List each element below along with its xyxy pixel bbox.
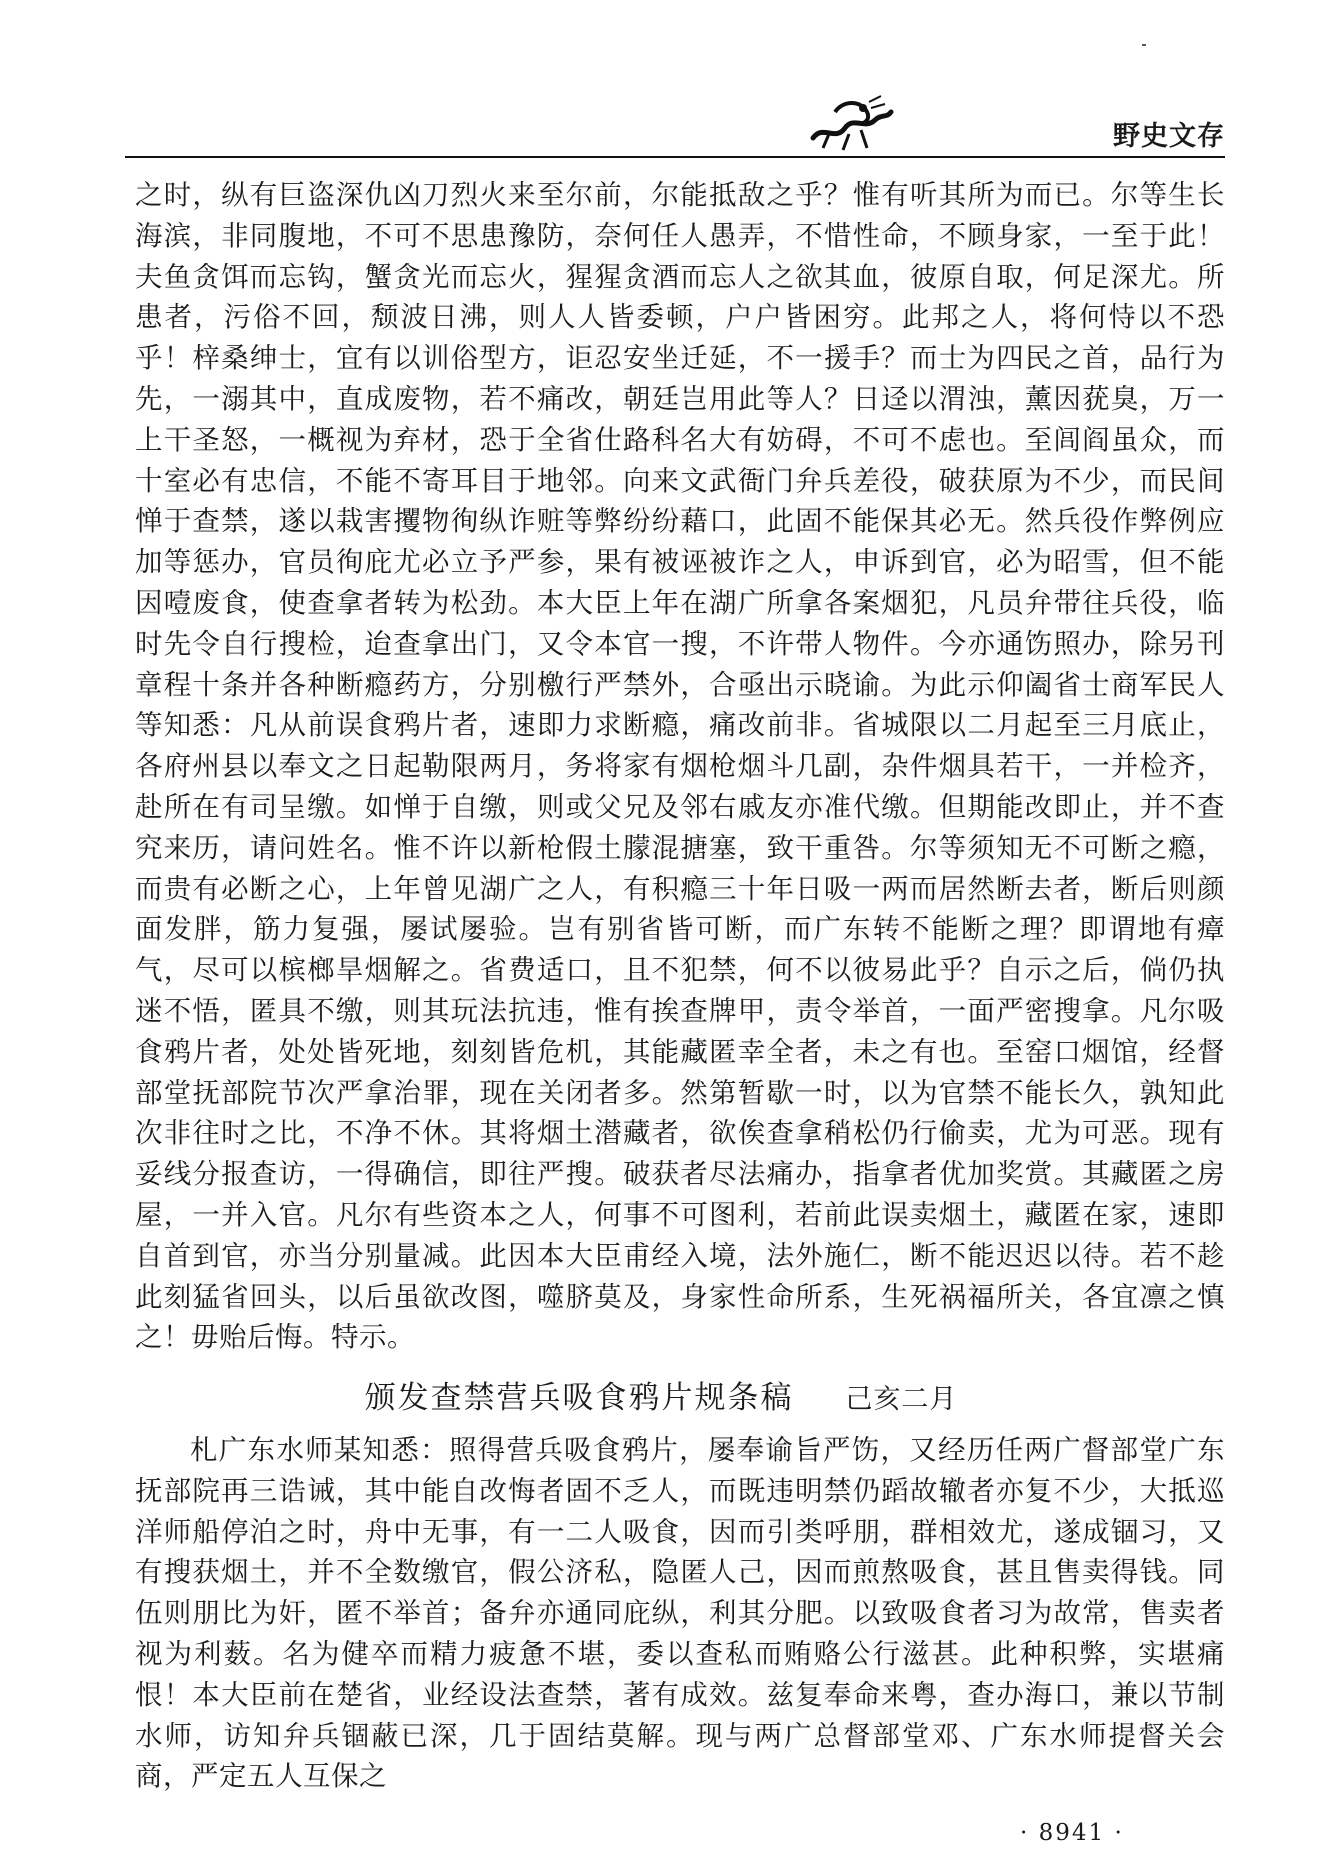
dragon-emblem-icon — [805, 94, 895, 154]
series-title: 野史文存 — [1113, 121, 1225, 152]
body-text-bottom — [135, 1430, 1225, 1797]
scan-speck — [1142, 44, 1146, 46]
section-title — [0, 1372, 1322, 1417]
paragraph: 札广东水师某知悉：照得营兵吸食鸦片，屡奉谕旨严饬，又经历任两广督部堂广东抚部院再三诰诫，其中能自改悔者固不乏人，而既违明禁仍蹈故辙者亦复不少，大抵巡洋师船停泊之时，舟中无事，有一二人吸食，因而引类呼朋，群相效尤，遂成锢习，又有搜获烟土，并不全数缴官，假公济私，隐匿人己，因而煎熬吸食，甚且售卖得钱。同伍则朋比为奸，匿不举首；备弁亦通同庇纵，利其分肥。以致吸食者习为故常，售卖者视为利薮。名为健卒而精力疲惫不堪，委以查私而贿赂公行滋甚。此种积弊，实堪痛恨！本大臣前在楚省，业经设法查禁，著有成效。兹复奉命来粤，查办海口，兼以节制水师，访知弁兵锢蔽已深，几于固结莫解。现与两广总督部堂邓、广东水师提督关会商，严定五人互保之 — [135, 1434, 1225, 1793]
header-rule — [125, 156, 1225, 158]
section-title-text: 颁发查禁营兵吸食鸦片规条稿 — [364, 1380, 794, 1416]
body-text-top — [135, 175, 1225, 1358]
running-header — [125, 100, 1225, 158]
section-date: 己亥二月 — [845, 1384, 958, 1415]
page-number: · 8941 · — [1020, 1820, 1124, 1846]
paragraph: 之时，纵有巨盗深仇凶刀烈火来至尔前，尔能抵敌之乎？惟有听其所为而已。尔等生长海滨，非同腹地，不可不思患豫防，奈何任人愚弄，不惜性命，不顾身家，一至于此！夫鱼贪饵而忘钩，蟹贪光而忘火，猩猩贪酒而忘人之欲其血，彼原自取，何足深尤。所患者，污俗不回，颓波日沸，则人人皆委顿，户户皆困穷。此邦之人，将何恃以不恐乎！梓桑绅士，宜有以训俗型方，讵忍安坐迁延，不一援手？而士为四民之首，品行为先，一溺其中，直成废物，若不痛改，朝廷岂用此等人？日迳以渭浊，薰因莸臭，万一上干圣怒，一概视为弃材，恐于全省仕路科名大有妨碍，不可不虑也。至闾阎虽众，而十室必有忠信，不能不寄耳目于地邻。向来文武衙门弁兵差役，破获原为不少，而民间惮于查禁，遂以栽害攫物徇纵诈赃等弊纷纷藉口，此固不能保其必无。然兵役作弊例应加等惩办，官员徇庇尤必立予严参，果有被诬被诈之人，申诉到官，必为昭雪，但不能因噎废食，使查拿者转为松劲。本大臣上年在湖广所拿各案烟犯，凡员弁带往兵役，临时先令自行搜检，迨查拿出门，又令本官一搜，不许带人物件。今亦通饬照办，除另刊章程十条并各种断瘾药方，分别檄行严禁外，合亟出示晓谕。为此示仰阖省士商军民人等知悉：凡从前误食鸦片者，速即力求断瘾，痛改前非。省城限以二月起至三月底止，各府州县以奉文之日起勒限两月，务将家有烟枪烟斗几副，杂件烟具若干，一并检齐，赴所在有司呈缴。如惮于自缴，则或父兄及邻右戚友亦准代缴。但期能改即止，并不查究来历，请问姓名。惟不许以新枪假土朦混搪塞，致干重咎。尔等须知无不可断之瘾，而贵有必断之心，上年曾见湖广之人，有积瘾三十年日吸一两而居然断去者，断后则颜面发胖，筋力复强，屡试屡验。岂有别省皆可断，而广东转不能断之理？即谓地有瘴气，尽可以槟榔旱烟解之。省费适口，且不犯禁，何不以彼易此乎？自示之后，倘仍执迷不悟，匿具不缴，则其玩法抗违，惟有挨查牌甲，责令举首，一面严密搜拿。凡尔吸食鸦片者，处处皆死地，刻刻皆危机，其能藏匿幸全者，未之有也。至窑口烟馆，经督部堂抚部院节次严拿治罪，现在关闭者多。然第暂歇一时，以为官禁不能长久，孰知此次非往时之比，不净不休。其将烟土潜藏者，欲俟查拿稍松仍行偷卖，尤为可恶。现有妥线分报查访，一得确信，即往严搜。破获者尽法痛办，指拿者优加奖赏。其藏匿之房屋，一并入官。凡尔有些资本之人，何事不可图利，若前此误卖烟土，藏匿在家，速即自首到官，亦当分别量减。此因本大臣甫经入境，法外施仁，断不能迟迟以待。若不趁此刻猛省回头，以后虽欲改图，噬脐莫及，身家性命所系，生死祸福所关，各宜凛之慎之！毋贻后悔。特示。 — [135, 179, 1225, 1354]
